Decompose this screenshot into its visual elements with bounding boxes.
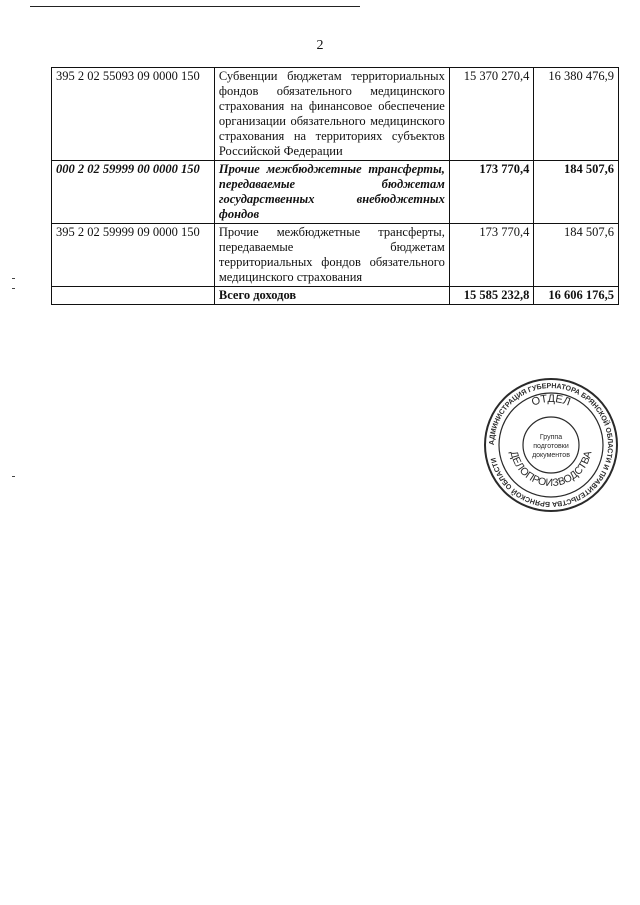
revenue-table — [51, 67, 619, 305]
stamp-dept-word: ОТДЕЛ — [530, 392, 573, 409]
total-label: Всего доходов — [214, 287, 449, 305]
total-code-cell — [52, 287, 215, 305]
total-year-1: 15 585 232,8 — [449, 287, 534, 305]
budget-code: 395 2 02 55093 09 0000 150 — [52, 68, 215, 161]
edge-mark — [12, 288, 15, 289]
table-row — [52, 68, 619, 161]
budget-code: 000 2 02 59999 00 0000 150 — [52, 161, 215, 224]
stamp-center-line-2: подготовки — [533, 443, 569, 450]
revenue-name: Прочие межбюджетные трансферты, передаваемые бюджетам государственных внебюджетных фондов — [214, 161, 449, 224]
stamp-dept-name: ДЕЛОПРОИЗВОДСТВА — [507, 449, 595, 490]
table-row — [52, 161, 619, 224]
amount-year-2: 184 507,6 — [534, 224, 619, 287]
amount-year-1: 173 770,4 — [449, 224, 534, 287]
budget-code: 395 2 02 59999 09 0000 150 — [52, 224, 215, 287]
revenue-name: Прочие межбюджетные трансферты, передаваемые бюджетам территориальных фондов обязательного медицинского страхования — [214, 224, 449, 287]
total-row — [52, 287, 619, 305]
office-stamp — [483, 377, 619, 513]
amount-year-2: 184 507,6 — [534, 161, 619, 224]
revenue-name: Субвенции бюджетам территориальных фондов обязательного медицинского страхования на финансовое обеспечение организации обязательного медицинского страхования на территориях субъектов Российской Федерации — [214, 68, 449, 161]
top-rule — [30, 6, 360, 7]
page-number: 2 — [316, 38, 324, 53]
amount-year-2: 16 380 476,9 — [534, 68, 619, 161]
stamp-center-line-3: документов — [532, 452, 570, 459]
table-row — [52, 224, 619, 287]
amount-year-1: 15 370 270,4 — [449, 68, 534, 161]
edge-mark — [12, 476, 15, 477]
total-year-2: 16 606 176,5 — [534, 287, 619, 305]
stamp-ring-text: АДМИНИСТРАЦИЯ ГУБЕРНАТОРА БРЯНСКОЙ ОБЛАСТИ И ПРАВИТЕЛЬСТВА БРЯНСКОЙ ОБЛАСТИ — [486, 380, 616, 510]
stamp-center-line-1: Группа — [539, 434, 563, 441]
amount-year-1: 173 770,4 — [449, 161, 534, 224]
edge-mark — [12, 278, 15, 279]
